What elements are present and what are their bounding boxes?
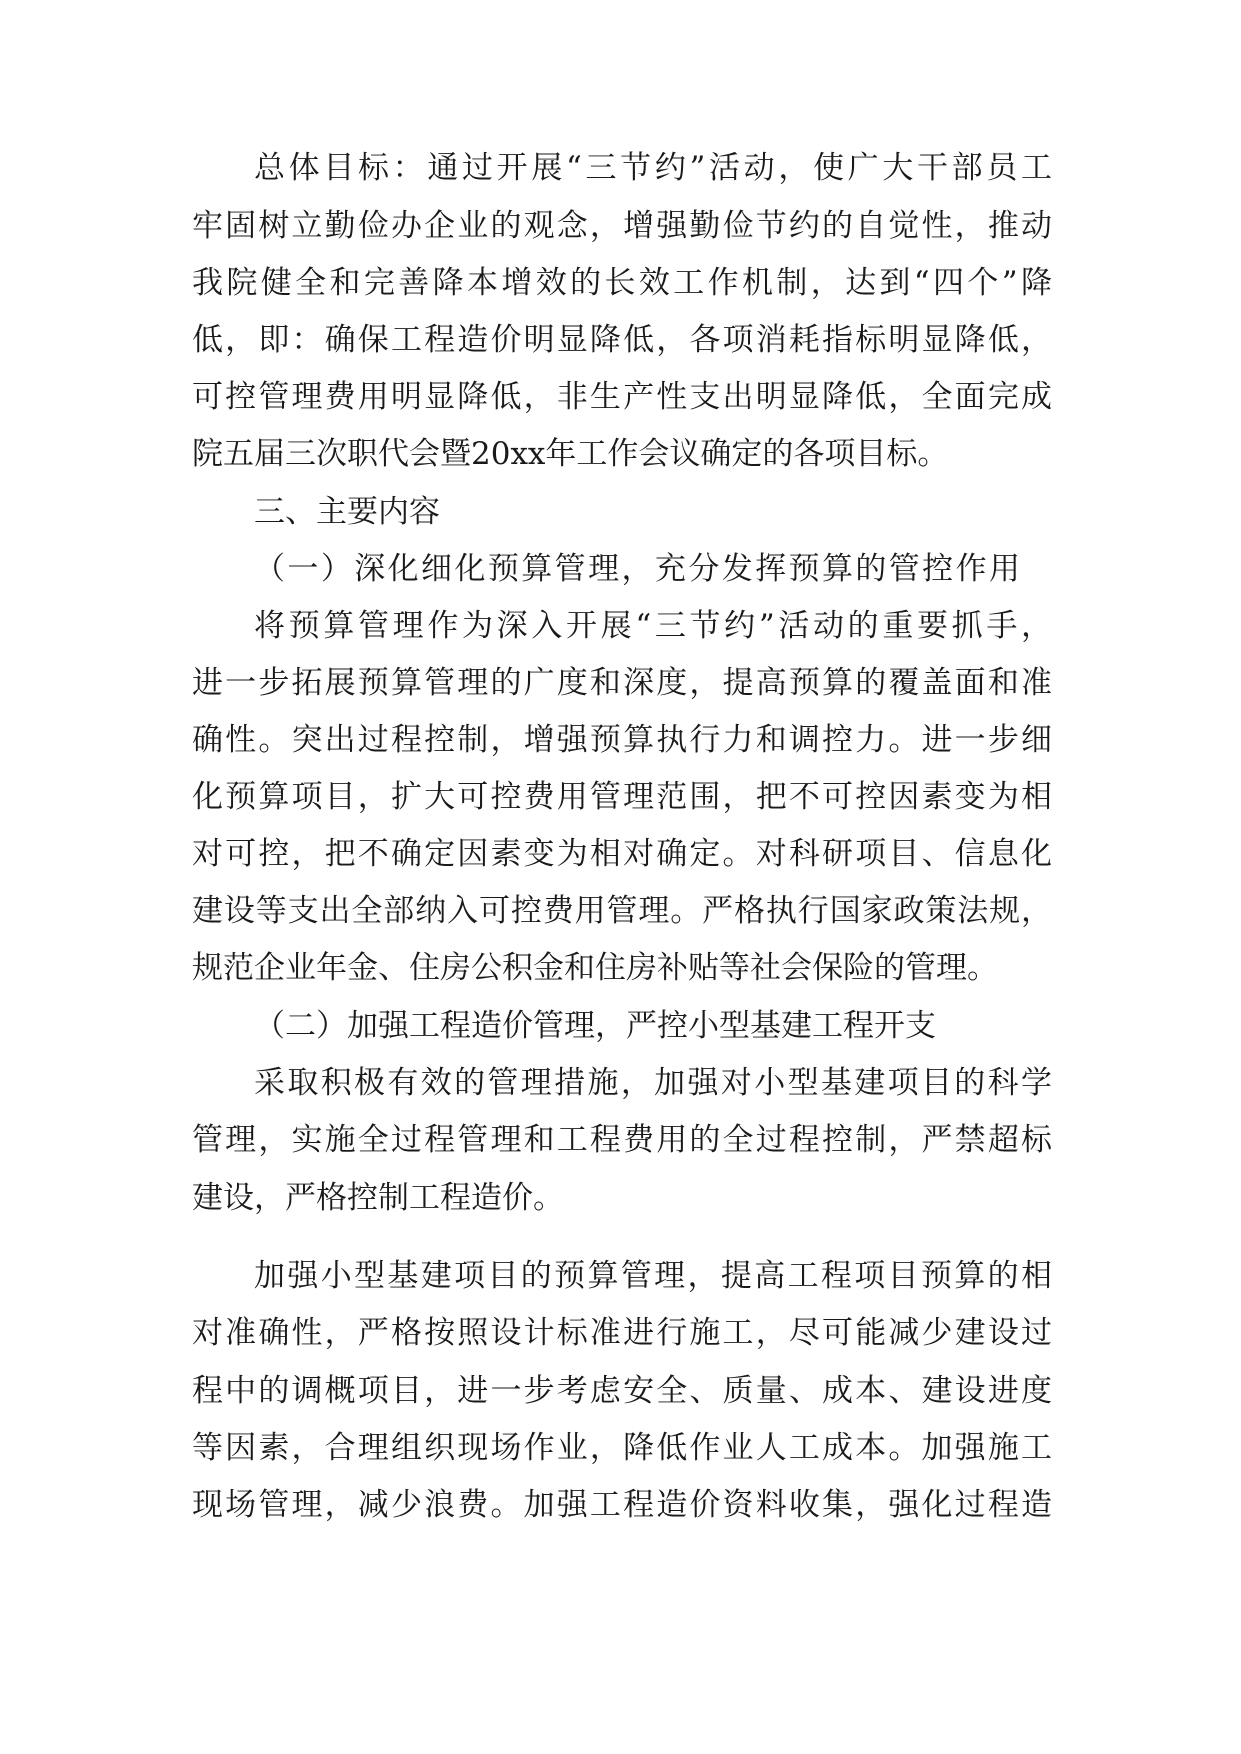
paragraph-1-line-6: 院五届三次职代会暨20xx年工作会议确定的各项目标。: [192, 436, 949, 472]
paragraph-1-line-1: 总体目标：通过开展“三节约”活动，使广大干部员工: [254, 150, 1052, 186]
paragraph-2-line-5: 对可控，把不确定因素变为相对确定。对科研项目、信息化: [192, 836, 1052, 872]
paragraph-1-line-3: 我院健全和完善降本增效的长效工作机制，达到“四个”降: [192, 265, 1052, 301]
paragraph-4-line-5: 现场管理，减少浪费。加强工程造价资料收集，强化过程造: [192, 1487, 1052, 1523]
paragraph-1-line-5: 可控管理费用明显降低，非生产性支出明显降低，全面完成: [192, 379, 1052, 415]
paragraph-3-line-2: 管理，实施全过程管理和工程费用的全过程控制，严禁超标: [192, 1122, 1052, 1158]
paragraph-2-line-2: 进一步拓展预算管理的广度和深度，提高预算的覆盖面和准: [192, 665, 1052, 701]
paragraph-3-line-3: 建设，严格控制工程造价。: [192, 1180, 564, 1216]
section-heading: 三、主要内容: [254, 494, 440, 530]
paragraph-2-line-6: 建设等支出全部纳入可控费用管理。严格执行国家政策法规，: [192, 893, 1052, 929]
paragraph-1-line-4: 低，即：确保工程造价明显降低，各项消耗指标明显降低，: [192, 322, 1052, 358]
paragraph-2-line-4: 化预算项目，扩大可控费用管理范围，把不可控因素变为相: [192, 779, 1052, 815]
subsection-2-heading: （二）加强工程造价管理，严控小型基建工程开支: [254, 1008, 936, 1044]
paragraph-4-line-1: 加强小型基建项目的预算管理，提高工程项目预算的相: [254, 1258, 1052, 1294]
paragraph-3-line-1: 采取积极有效的管理措施，加强对小型基建项目的科学: [254, 1065, 1052, 1101]
paragraph-1-line-2: 牢固树立勤俭办企业的观念，增强勤俭节约的自觉性，推动: [192, 208, 1052, 244]
paragraph-4-line-2: 对准确性，严格按照设计标准进行施工，尽可能减少建设过: [192, 1315, 1052, 1351]
paragraph-2-line-3: 确性。突出过程控制，增强预算执行力和调控力。进一步细: [192, 722, 1052, 758]
paragraph-2-line-7: 规范企业年金、住房公积金和住房补贴等社会保险的管理。: [192, 950, 998, 986]
paragraph-2-line-1: 将预算管理作为深入开展“三节约”活动的重要抓手，: [254, 608, 1052, 644]
paragraph-4-line-3: 程中的调概项目，进一步考虑安全、质量、成本、建设进度: [192, 1373, 1052, 1409]
paragraph-4-line-4: 等因素，合理组织现场作业，降低作业人工成本。加强施工: [192, 1430, 1052, 1466]
subsection-1-heading: （一）深化细化预算管理，充分发挥预算的管控作用: [254, 551, 1020, 587]
